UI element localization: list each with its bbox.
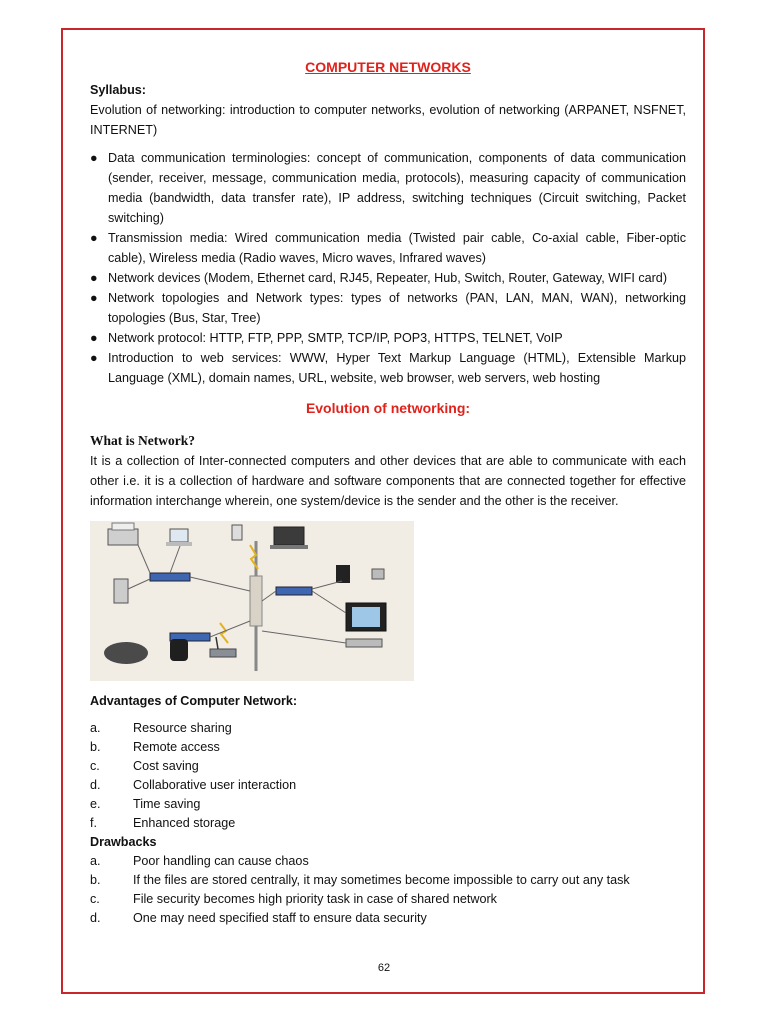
bullet-icon: ● [90, 231, 98, 245]
syllabus-label: Syllabus: [90, 83, 146, 97]
bullet-icon: ● [90, 151, 98, 165]
bullet-item: ● Network devices (Modem, Ethernet card, RJ45, Repeater, Hub, Switch, Router, Gateway, WIFI card) [90, 268, 686, 288]
list-item: a. Poor handling can cause chaos [90, 854, 309, 868]
network-definition: It is a collection of Inter-connected computers and other devices that are able to communicate with each other i.e. it is a collection of hardware and software components that are connected together for effective information interchange wherein, one system/device is the sender and the other is the receiver. [90, 454, 686, 508]
drawbacks-heading: Drawbacks [90, 835, 157, 849]
bullet-item: ● Introduction to web services: WWW, Hyper Text Markup Language (HTML), Extensible Markup Language (XML), domain names, URL, website, web browser, web servers, web hosting [90, 348, 686, 388]
bullet-item: ● Transmission media: Wired communication media (Twisted pair cable, Co-axial cable, Fiber-optic cable), Wireless media (Radio waves, Micro waves, Infrared waves) [90, 228, 686, 268]
page-number: 62 [377, 962, 391, 974]
list-item: f. Enhanced storage [90, 816, 236, 830]
page-title: COMPUTER NETWORKS [305, 59, 471, 75]
network-diagram-icon [90, 521, 414, 681]
bullet-icon: ● [90, 271, 98, 285]
syllabus-intro: Evolution of networking: introduction to computer networks, evolution of networking (ARPANET, NSFNET, INTERNET) [90, 103, 686, 137]
list-item: d. Collaborative user interaction [90, 778, 297, 792]
network-diagram-image [90, 521, 414, 681]
advantages-heading: Advantages of Computer Network: [90, 694, 298, 708]
bullet-item: ● Network protocol: HTTP, FTP, PPP, SMTP, TCP/IP, POP3, HTTPS, TELNET, VoIP [90, 328, 686, 348]
bullet-item: ● Data communication terminologies: concept of communication, components of data communication (sender, receiver, message, communication media, protocols), measuring capacity of communication media (bandwidth, data transfer rate), IP address, switching techniques (Circuit switching, Packet switching) [90, 148, 686, 228]
evolution-heading: Evolution of networking: [305, 400, 471, 416]
list-item: e. Time saving [90, 797, 201, 811]
list-item: c. Cost saving [90, 759, 199, 773]
drawbacks-list [90, 852, 686, 928]
bullet-icon: ● [90, 351, 98, 365]
page-content [90, 56, 686, 928]
list-item: b. If the files are stored centrally, it may sometimes become impossible to carry out any task [90, 873, 630, 887]
list-item: c. File security becomes high priority task in case of shared network [90, 892, 497, 906]
bullet-icon: ● [90, 291, 98, 305]
list-item: d. One may need specified staff to ensure data security [90, 911, 427, 925]
list-item: a. Resource sharing [90, 721, 232, 735]
bullet-icon: ● [90, 331, 98, 345]
what-is-network-heading: What is Network? [90, 433, 195, 448]
bullet-item: ● Network topologies and Network types: types of networks (PAN, LAN, MAN, WAN), networking topologies (Bus, Star, Tree) [90, 288, 686, 328]
list-item: b. Remote access [90, 740, 220, 754]
syllabus-bullet-list [90, 148, 686, 388]
advantages-list [90, 719, 686, 833]
